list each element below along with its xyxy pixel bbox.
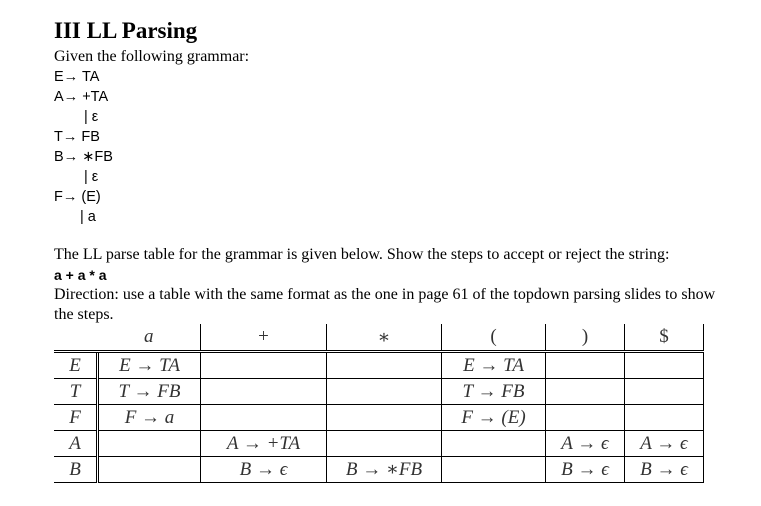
table-cell	[546, 352, 625, 379]
row-header: F	[54, 405, 98, 431]
table-cell: F → (E)	[442, 405, 546, 431]
table-cell	[98, 457, 201, 483]
table-cell	[201, 352, 327, 379]
table-cell	[546, 405, 625, 431]
table-cell: B → ϵ	[546, 457, 625, 483]
table-cell	[442, 431, 546, 457]
table-row	[54, 457, 704, 483]
grammar-rule: A→ +TA	[54, 89, 109, 105]
table-row	[54, 352, 704, 379]
table-cell	[625, 405, 704, 431]
column-header: a	[98, 324, 201, 352]
grammar-rule: B→ ∗FB	[54, 149, 113, 165]
table-cell	[201, 405, 327, 431]
table-cell	[546, 379, 625, 405]
direction-text: Direction: use a table with the same format as the one in page 61 of the topdown parsing slides to show the steps.	[54, 286, 716, 323]
grammar-rule: | ε	[84, 169, 99, 185]
column-header: $	[625, 324, 704, 352]
table-cell	[327, 405, 442, 431]
grammar-rule: E→ TA	[54, 69, 100, 85]
instruction-text: The LL parse table for the grammar is given below. Show the steps to accept or reject the string:	[54, 246, 670, 263]
grammar-rule: | ε	[84, 109, 99, 125]
row-header: B	[54, 457, 98, 483]
grammar-rule: F→ (E)	[54, 189, 101, 205]
table-cell: E → TA	[442, 352, 546, 379]
column-header: ∗	[327, 324, 442, 352]
table-row	[54, 405, 704, 431]
grammar-rules	[54, 67, 734, 227]
table-cell: B → ϵ	[201, 457, 327, 483]
table-cell	[625, 379, 704, 405]
table-cell: E → TA	[98, 352, 201, 379]
table-cell: A → +TA	[201, 431, 327, 457]
table-cell	[327, 379, 442, 405]
table-cell: B → ∗FB	[327, 457, 442, 483]
table-row	[54, 431, 704, 457]
column-header: (	[442, 324, 546, 352]
table-cell: F → a	[98, 405, 201, 431]
table-header-row	[54, 324, 704, 352]
corner-cell	[54, 324, 98, 352]
table-cell	[201, 379, 327, 405]
row-header: E	[54, 352, 98, 379]
table-row	[54, 379, 704, 405]
table-cell: A → ϵ	[546, 431, 625, 457]
table-cell	[98, 431, 201, 457]
column-header: +	[201, 324, 327, 352]
section-title: III LL Parsing	[54, 18, 198, 43]
grammar-rule: | a	[80, 209, 96, 225]
table-cell	[442, 457, 546, 483]
grammar-rule: T→ FB	[54, 129, 100, 145]
document	[54, 18, 734, 325]
row-header: A	[54, 431, 98, 457]
table-cell	[327, 352, 442, 379]
table-cell: T → FB	[442, 379, 546, 405]
table-cell: T → FB	[98, 379, 201, 405]
input-string: a + a * a	[54, 267, 107, 283]
table-cell: B → ϵ	[625, 457, 704, 483]
column-header: )	[546, 324, 625, 352]
table-cell	[327, 431, 442, 457]
row-header: T	[54, 379, 98, 405]
grammar-intro: Given the following grammar:	[54, 48, 250, 65]
table-cell	[625, 352, 704, 379]
ll-parse-table	[54, 324, 704, 483]
table-cell: A → ϵ	[625, 431, 704, 457]
